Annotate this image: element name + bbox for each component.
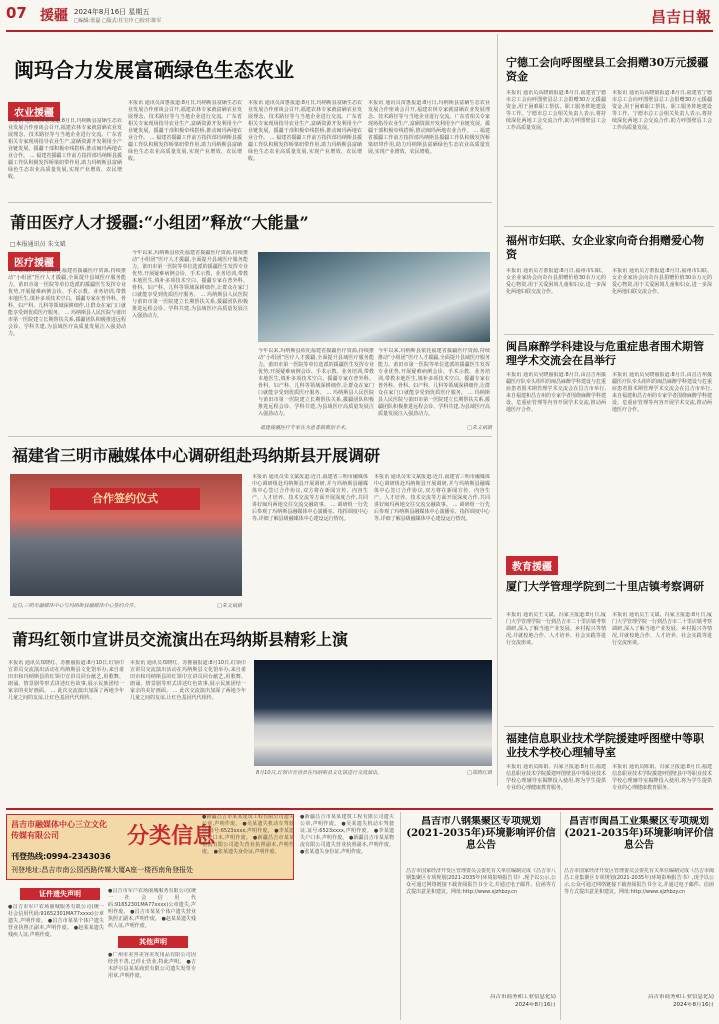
article4-title: 莆玛红领巾宣讲员交流演出在玛纳斯县精彩上演 [12, 630, 349, 649]
article2-body-col3: 今年以来,玛纳斯县依托福建省援疆医疗资源,持续推动“小组团”医疗人才援疆,全面提升县域医疗服务能力。莆田市第一医院等单位选派的援疆医生发挥专业优势,开展疑难病例会诊、手术示教、业务培训,带教本地医生,填补多项技术空白。援疆专家在普外科、骨科、妇产科、儿科等领域深耕细作,让群众在家门口就能享受到优质医疗服务。 ... 玛纳斯县人民医院与莆田市第一医院建立长期帮扶关系,援疆团队积极推进远程会诊、学科共建,为县域医疗高质量发展注入强劲动力。 [258, 348, 374, 417]
classifieds-address: 刊登地址:昌吉市南公园西路传媒大厦A座一楼西南角登报处 [11, 866, 194, 874]
sidebar-story3-body-b: 本报讯 通讯员吴晓丽报道:8月日,由昌吉州援疆医疗队牵头组织的闽昌麻醉学科建设与危重症患者围术期管理学术交流会在昌吉市举行,来自福建和昌吉州的专家学者围绕麻醉学科建设、危重症管理等内容开展学术交流,推动两地医疗合作。 [612, 372, 712, 413]
classifieds-title: 分类信息 [127, 823, 216, 849]
article2-caption: 福建援疆医疗专家在为患者做微创手术。 [260, 425, 351, 431]
ad1-title: 昌吉市八钢集聚区专项规划(2021-2035年)环境影响评价信息公告 [406, 816, 556, 851]
sidebar-story4-body-b: 本报讯 通讯员王文斌、冯家卫报道:8月日,厦门大学管理学院一行到昌吉市二十里店镇考察调研,深入了解当地产业发展、乡村振兴等情况,并就校地合作、人才培养、社会实践等进行交流座谈。 [612, 612, 712, 646]
divider [8, 202, 492, 203]
sidebar-story3-body-a: 本报讯 通讯员吴晓丽报道:8月日,由昌吉州援疆医疗队牵头组织的闽昌麻醉学科建设与危重症患者围术期管理学术交流会在昌吉市举行,来自福建和昌吉州的专家学者围绕麻醉学科建设、危重症管理等内容开展学术交流,推动两地医疗合作。 [506, 372, 606, 413]
divider [504, 226, 714, 227]
divider [504, 726, 714, 727]
article2-body-col4: 今年以来,玛纳斯县依托福建省援疆医疗资源,持续推动“小组团”医疗人才援疆,全面提升县域医疗服务能力。莆田市第一医院等单位选派的援疆医生发挥专业优势,开展疑难病例会诊、手术示教、业务培训,带教本地医生,填补多项技术空白。援疆专家在普外科、骨科、妇产科、儿科等领域深耕细作,让群众在家门口就能享受到优质医疗服务。 ... 玛纳斯县人民医院与莆田市第一医院建立长期帮扶关系,援疆团队积极推进远程会诊、学科共建,为县域医疗高质量发展注入强劲动力。 [378, 348, 490, 417]
ad2-title: 昌吉市闽昌工业集聚区专项规划(2021-2035年)环境影响评价信息公告 [564, 816, 714, 851]
ad1-date: 2024年8月16日 [515, 1002, 556, 1008]
article4-caption: 8月10日,红领巾宣讲员在玛纳斯县文化馆进行交流演出。 [256, 770, 383, 776]
article3-caption-credit: □朱文斌摄 [217, 603, 242, 609]
lost-docs-body: ●昌吉市军户农场丽城服务有限公司(统一社会信用代码:91652301MA77xxxx)公章遗失,声明作废。 ●昌吉市某某个体户遗失营业执照正副本,声明作废。 ●赵某某遗失残疾人证,声明作废。 [8, 904, 104, 938]
lost-docs-heading: 证件遗失声明 [20, 888, 100, 900]
article2-body-col2: 今年以来,玛纳斯县依托福建省援疆医疗资源,持续推动“小组团”医疗人才援疆,全面提升县域医疗服务能力。莆田市第一医院等单位选派的援疆医生发挥专业优势,开展疑难病例会诊、手术示教、业务培训,带教本地医生,填补多项技术空白。援疆专家在普外科、骨科、妇产科、儿科等领域深耕细作,让群众在家门口就能享受到优质医疗服务。 ... 玛纳斯县人民医院与莆田市第一医院建立长期帮扶关系,援疆团队积极推进远程会诊、学科共建,为县域医疗高质量发展注入强劲动力。 [132, 250, 248, 319]
classifieds-col4: ●新疆昌吉市某某建筑工程有限公司遗失公章,声明作废。 ●吴某遗失机动车驾驶证,证号:6523xxxx,声明作废。 ●李某遗失户口本,声明作废。 ●新疆昌吉市某某物流有限公司遗失营业执照副本,声明作废。 ●张某遗失身份证,声明作废。 [300, 814, 394, 855]
section-name: 援疆 [40, 8, 68, 24]
article1-body-col4: 本报讯 通讯员苗惠报道:8月日,玛纳斯县富硒生态农业发展合作座谈会召开,福建农林专家就富硒农业发展理念、技术路径等与当地企业进行交流。广东省相关专家现场指导农业生产,富硒资源开发利用全产业链发展。援疆干部积极牵线搭桥,推动闽玛两地农业合作。 ... 福建省援疆工作前方指挥部玛纳斯县援疆工作队积极发挥桥梁纽带作用,助力玛纳斯县富硒绿色生态农业高质量发展,实现产业增效、农民增收。 [368, 100, 490, 155]
header-rule [6, 30, 713, 32]
classifieds-col3: ●新疆昌吉市某某建筑工程有限公司遗失公章,声明作废。 ●吴某遗失机动车驾驶证,证号:6523xxxx,声明作废。 ●李某遗失户口本,声明作废。 ●新疆昌吉市某某物流有限公司遗失营业执照副本,声明作废。 ●张某遗失身份证,声明作废。 [202, 814, 294, 855]
ad1-signature: 昌吉市商务和工业信息化局 [489, 994, 556, 1000]
signing-ceremony-photo [10, 474, 242, 596]
ad-divider [400, 812, 401, 1020]
classifieds-phone: 刊登热线:0994-2343036 [11, 852, 111, 861]
sidebar-story5-title: 福建信息职业技术学院援建呼图壁中等职业技术学校心理辅导室 [506, 732, 704, 759]
sidebar-story2-body-b: 本报讯 通讯员方蕾报道:8月日,福州市妇联、女企业家协会向奇台县捐赠价值30余万元的爱心物资,用于关爱困境儿童和妇女,进一步深化两地妇联交流合作。 [612, 268, 712, 295]
ad-divider [560, 812, 561, 1020]
article2-title: 莆田医疗人才援疆:“小组团”释放“大能量” [10, 213, 309, 232]
article2-caption-credit: □朱文斌摄 [467, 425, 492, 431]
article4-body-col2: 本报讯 通讯员郑晓红、苏雅丽报道:8月10日,红领巾宣讲员交流演出活动在玛纳斯县文化馆举办,来自莆田市和玛纳斯县的红领巾宣讲员同台献艺,用歌舞、朗诵、情景剧等形式讲述红色故事,展示民族团结一家亲的美好画面。 ... 此次交流演出加深了两地少年儿童之间的友谊,让红色基因代代相传。 [130, 660, 246, 701]
sidebar-story1-body-b: 本报讯 通讯员高晓娟报道:8月日,福建省宁德市总工会向呼图壁县总工会捐赠30万元援疆资金,用于困难职工帮扶、职工服务阵地建设等工作。宁德市总工会相关负责人表示,将持续深化两地工会交流合作,助力呼图壁县工会工作高质量发展。 [612, 90, 712, 131]
classifieds-org: 昌吉市融媒体中心三立文化传媒有限公司 [11, 820, 107, 840]
article2-tag: 医疗援疆 [8, 252, 60, 271]
stage-performance-photo [254, 660, 492, 766]
newspaper-logo: 昌吉日報 [650, 8, 711, 26]
other-notice-body: ●广州市美容美容美发用品有限公司因经营不善,已停止营业,特此声明。 ●吉木萨尔县某某商贸有限公司遗失发票专用章,声明作废。 [108, 952, 196, 979]
ad2-date: 2024年8月16日 [673, 1002, 714, 1008]
sidebar-story1-title: 宁德工会向呼图壁县工会捐赠30万元援疆资金 [506, 56, 709, 83]
bottom-rule [6, 808, 713, 810]
divider [8, 436, 492, 437]
article3-title: 福建省三明市融媒体中心调研组赴玛纳斯县开展调研 [12, 446, 381, 465]
divider [504, 334, 714, 335]
sidebar-story5-body-a: 本报讯 通讯员陈娟、冯家卫报道:8月日,福建信息职业技术学院援建呼图壁县中等职业技术学校心理辅导室揭牌投入使用,将为学生提供专业的心理健康教育服务。 [506, 764, 606, 791]
sidebar-story5-body-b: 本报讯 通讯员陈娟、冯家卫报道:8月日,福建信息职业技术学院援建呼图壁县中等职业技术学校心理辅导室揭牌投入使用,将为学生提供专业的心理健康教育服务。 [612, 764, 712, 791]
article2-byline: □本报通讯员 朱文斌 [10, 241, 66, 248]
issue-date: 2024年8月16日 星期五 [74, 8, 150, 16]
sidebar-story4-body-a: 本报讯 通讯员王文斌、冯家卫报道:8月日,厦门大学管理学院一行到昌吉市二十里店镇考察调研,深入了解当地产业发展、乡村振兴等情况,并就校地合作、人才培养、社会实践等进行交流座谈。 [506, 612, 606, 646]
sidebar-story3-title: 闽昌麻醉学科建设与危重症患者围术期管理学术交流会在昌举行 [506, 340, 704, 367]
ad2-body: 昌吉市国家经济开发区管理委员会委托有关单位编制完成《昌吉市闽昌工业集聚区专项规划(2021-2035年)环境影响报告书》,现予以公示,公众可通过网络链接下载查阅报告书全文,并通过电子邮件、信函等方式提出意见和建议。网址:http://www.xjzhbzy.cn [564, 868, 714, 895]
sidebar-story1-body-a: 本报讯 通讯员高晓娟报道:8月日,福建省宁德市总工会向呼图壁县总工会捐赠30万元援疆资金,用于困难职工帮扶、职工服务阵地建设等工作。宁德市总工会相关负责人表示,将持续深化两地工会交流合作,助力呼图壁县工会工作高质量发展。 [506, 90, 606, 131]
article3-caption: 近日,三明市融媒体中心与玛纳斯县融媒体中心签约合作。 [12, 603, 139, 609]
sidebar-tag: 教育援疆 [506, 556, 558, 575]
article3-body-col1: 本报讯 通讯员朱文斌报道:近日,福建省三明市融媒体中心调研组赴玛纳斯县开展调研,并与玛纳斯县融媒体中心签订合作协议,双方将在新闻宣传、内容生产、人才培养、技术交流等方面开展深度合作,共同讲好闽玛两地交往交流交融故事。 ... 调研组一行先后参观了玛纳斯县融媒体中心演播室、指挥调度中心等,详细了解县级融媒体中心建设运行情况。 [252, 474, 368, 522]
staff-credits: □编辑:张磊 □版式:任宝玲 □校对:陈军 [74, 18, 162, 24]
article2-body-col1: 今年以来,玛纳斯县依托福建省援疆医疗资源,持续推动“小组团”医疗人才援疆,全面提升县域医疗服务能力。莆田市第一医院等单位选派的援疆医生发挥专业优势,开展疑难病例会诊、手术示教、业务培训,带教本地医生,填补多项技术空白。援疆专家在普外科、骨科、妇产科、儿科等领域深耕细作,让群众在家门口就能享受到优质医疗服务。 ... 玛纳斯县人民医院与莆田市第一医院建立长期帮扶关系,援疆团队积极推进远程会诊、学科共建,为县域医疗高质量发展注入强劲动力。 [8, 268, 126, 337]
other-notice-heading: 其他声明 [118, 936, 188, 948]
article4-caption-credit: □郑晓红摄 [467, 770, 492, 776]
sidebar-story2-title: 福州市妇联、女企业家向奇台捐赠爱心物资 [506, 234, 704, 261]
divider [8, 618, 492, 619]
lost-docs-body-cont: ●昌吉市军户农场丽城服务有限公司(统一社会信用代码:91652301MA77xxxx)公章遗失,声明作废。 ●昌吉市某某个体户遗失营业执照正副本,声明作废。 ●赵某某遗失残疾人证,声明作废。 [108, 888, 196, 929]
article1-body-col2: 本报讯 通讯员苗惠报道:8月日,玛纳斯县富硒生态农业发展合作座谈会召开,福建农林专家就富硒农业发展理念、技术路径等与当地企业进行交流。广东省相关专家现场指导农业生产,富硒资源开发利用全产业链发展。援疆干部积极牵线搭桥,推动闽玛两地农业合作。 ... 福建省援疆工作前方指挥部玛纳斯县援疆工作队积极发挥桥梁纽带作用,助力玛纳斯县富硒绿色生态农业高质量发展,实现产业增效、农民增收。 [128, 100, 242, 162]
article1-body-col1: 本报讯 通讯员苗惠报道:8月日,玛纳斯县富硒生态农业发展合作座谈会召开,福建农林专家就富硒农业发展理念、技术路径等与当地企业进行交流。广东省相关专家现场指导农业生产,富硒资源开发利用全产业链发展。援疆干部积极牵线搭桥,推动闽玛两地农业合作。 ... 福建省援疆工作前方指挥部玛纳斯县援疆工作队积极发挥桥梁纽带作用,助力玛纳斯县富硒绿色生态农业高质量发展,实现产业增效、农民增收。 [8, 118, 122, 180]
ceremony-banner: 合作签约仪式 [50, 488, 200, 510]
ad1-body: 昌吉市国家经济开发区管理委员会委托有关单位编制完成《昌吉市八钢集聚区专项规划(2021-2035年)环境影响报告书》,现予以公示,公众可通过网络链接下载查阅报告书全文,并通过电子邮件、信函等方式提出意见和建议。网址:http://www.xjzhbzy.cn [406, 868, 556, 895]
page-number: 07 [6, 4, 27, 22]
ad2-signature: 昌吉市商务和工业信息化局 [647, 994, 714, 1000]
article4-body-col1: 本报讯 通讯员郑晓红、苏雅丽报道:8月10日,红领巾宣讲员交流演出活动在玛纳斯县文化馆举办,来自莆田市和玛纳斯县的红领巾宣讲员同台献艺,用歌舞、朗诵、情景剧等形式讲述红色故事,展示民族团结一家亲的美好画面。 ... 此次交流演出加深了两地少年儿童之间的友谊,让红色基因代代相传。 [8, 660, 124, 701]
sidebar-story4-title: 厦门大学管理学院到二十里店镇考察调研 [506, 580, 704, 593]
article3-body-col2: 本报讯 通讯员朱文斌报道:近日,福建省三明市融媒体中心调研组赴玛纳斯县开展调研,并与玛纳斯县融媒体中心签订合作协议,双方将在新闻宣传、内容生产、人才培养、技术交流等方面开展深度合作,共同讲好闽玛两地交往交流交融故事。 ... 调研组一行先后参观了玛纳斯县融媒体中心演播室、指挥调度中心等,详细了解县级融媒体中心建设运行情况。 [374, 474, 490, 522]
surgery-photo [258, 252, 490, 342]
article1-body-col3: 本报讯 通讯员苗惠报道:8月日,玛纳斯县富硒生态农业发展合作座谈会召开,福建农林专家就富硒农业发展理念、技术路径等与当地企业进行交流。广东省相关专家现场指导农业生产,富硒资源开发利用全产业链发展。援疆干部积极牵线搭桥,推动闽玛两地农业合作。 ... 福建省援疆工作前方指挥部玛纳斯县援疆工作队积极发挥桥梁纽带作用,助力玛纳斯县富硒绿色生态农业高质量发展,实现产业增效、农民增收。 [248, 100, 362, 162]
column-divider [497, 34, 498, 786]
article1-title: 闽玛合力发展富硒绿色生态农业 [14, 58, 294, 82]
sidebar-story2-body-a: 本报讯 通讯员方蕾报道:8月日,福州市妇联、女企业家协会向奇台县捐赠价值30余万元的爱心物资,用于关爱困境儿童和妇女,进一步深化两地妇联交流合作。 [506, 268, 606, 295]
article1-tag: 农业援疆 [8, 102, 60, 121]
